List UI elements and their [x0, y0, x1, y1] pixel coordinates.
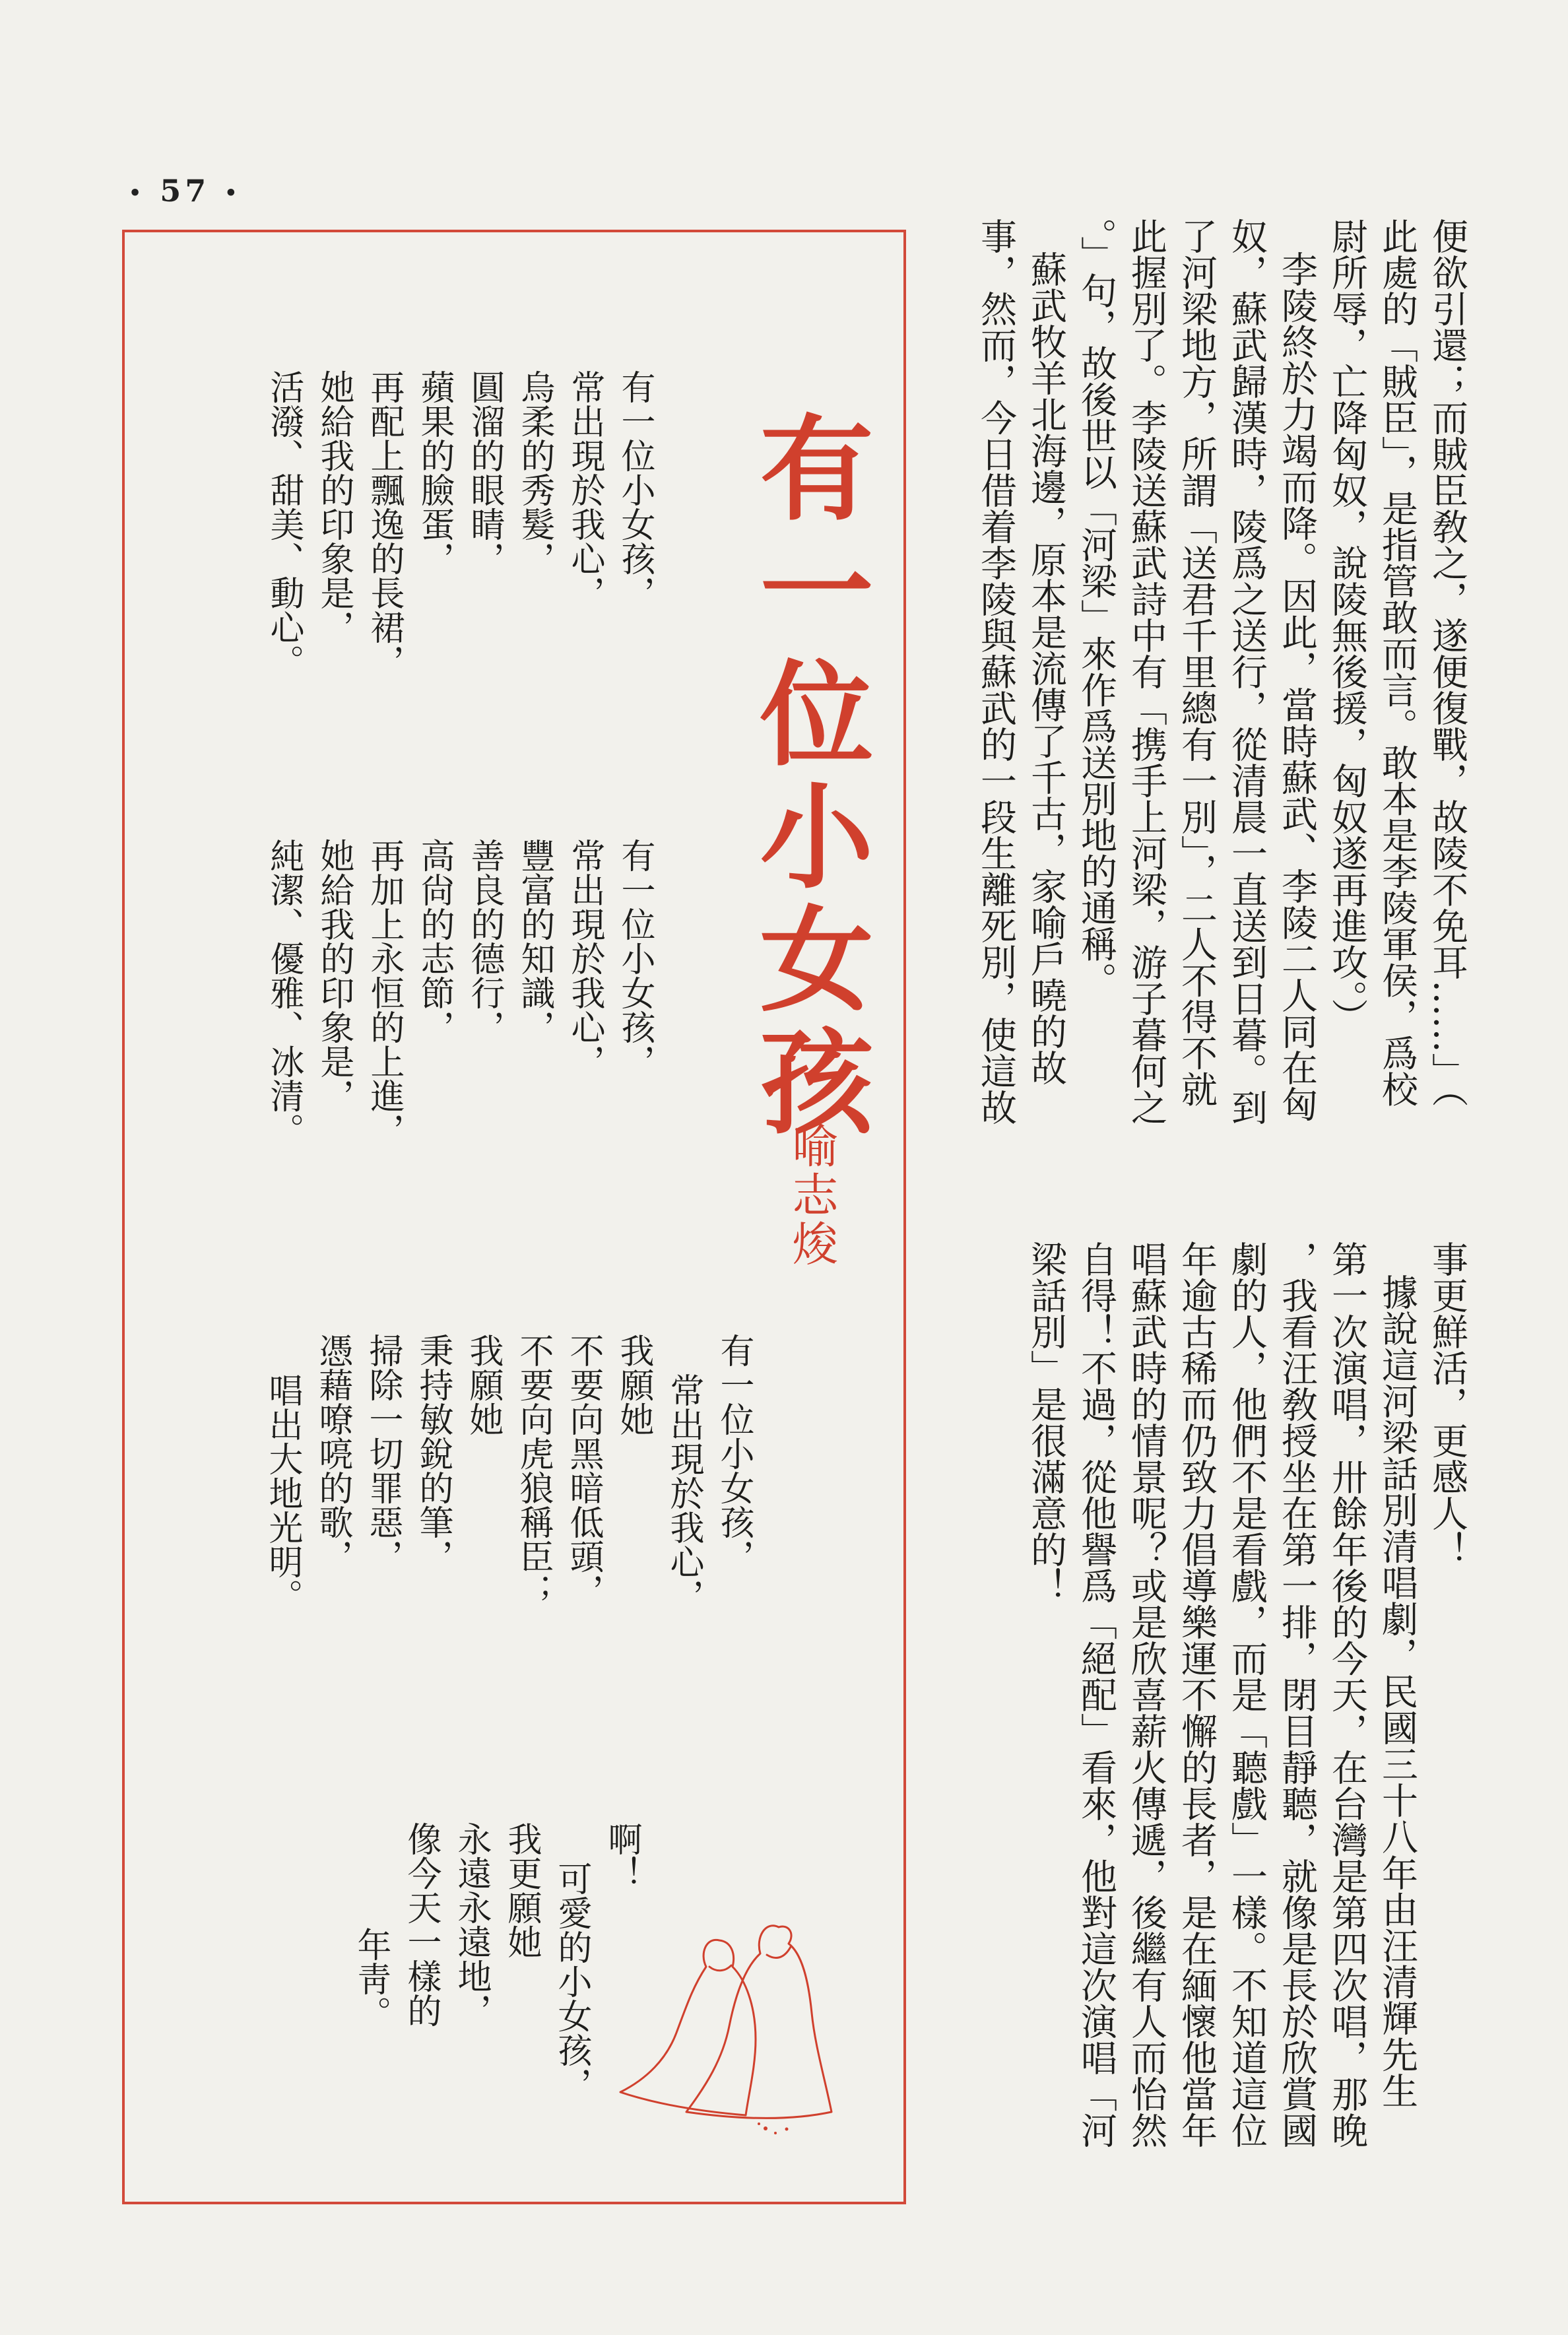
prose-upper [937, 218, 1478, 1135]
prose-line: 。」句，故後世以「河梁」來作爲送別地的通稱。 [1075, 218, 1117, 999]
poem-line: 秉持敏銳的筆， [413, 1333, 453, 1573]
poem-line: 年靑。 [351, 1927, 391, 2030]
prose-line: 唱蘇武時的情景呢？或是欣喜薪火傳遞，後繼有人而怡然 [1125, 1241, 1167, 2148]
poem-line: 有一位小女孩， [615, 370, 655, 610]
poem-line: 高尙的志節， [414, 838, 454, 1044]
poem-title: 有一位小女孩 [741, 409, 875, 1146]
poem-line: 可愛的小女孩， [552, 1861, 591, 2101]
poem-line: 永遠永遠地， [451, 1822, 491, 2027]
poem-line: 純潔、優雅、冰清。 [264, 838, 304, 1147]
poem-line: 活潑、甜美、動心。 [264, 370, 304, 678]
poem-author: 喻志焌 [785, 1122, 839, 1268]
prose-line: 年逾古稀而仍致力倡導樂運不懈的長者，是在緬懷他當年 [1175, 1241, 1218, 2148]
poem-line: 有一位小女孩， [714, 1333, 754, 1573]
poem-line: 我更願她 [502, 1822, 541, 1959]
poem-line: 常出現於我心， [565, 370, 604, 610]
poem-line: 不要向黑暗低頭， [564, 1333, 603, 1608]
poem-line: 再加上永恒的上進， [364, 838, 404, 1147]
prose-line: 第一次演唱，卅餘年後的今天，在台灣是第四次唱，那晚 [1326, 1241, 1368, 2148]
poem-stanza-2 [238, 838, 653, 1300]
poem-line: 她給我的印象是， [314, 838, 354, 1113]
prose-line: 李陵終於力竭而降。因此，當時蘇武、李陵二人同在匈 [1276, 251, 1318, 1122]
poem-line: 她給我的印象是， [314, 370, 354, 644]
poem-line: 我願她 [614, 1333, 653, 1436]
poem-line: 再配上飄逸的長裙， [364, 370, 404, 678]
poem-stanza-4 [310, 1822, 640, 2152]
prose-line: 梁話別」是很滿意的！ [1025, 1241, 1067, 1604]
prose-line: 此握別了。李陵送蘇武詩中有「携手上河梁，游子暮何之 [1125, 218, 1167, 1125]
poem-line: 烏柔的秀髮， [515, 370, 554, 576]
poem-line: 唱出大地光明。 [263, 1373, 302, 1613]
poem-line: 圓溜的眼睛， [465, 370, 504, 576]
prose-line: 尉所辱，亡降匈奴，說陵無後援，匈奴遂再進攻。） [1326, 218, 1368, 1035]
poem-line: 像今天一樣的 [401, 1822, 441, 2027]
prose-line: 了河梁地方，所謂「送君千里總有一別」，二人不得不就 [1175, 218, 1218, 1107]
poem-line: 蘋果的臉蛋， [414, 370, 454, 576]
prose-line: ，我看汪敎授坐在第一排，閉目靜聽，就像是長於欣賞國 [1276, 1241, 1318, 2148]
prose-lower [987, 1241, 1478, 2158]
poem-line: 不要向虎狼稱臣； [513, 1333, 553, 1608]
poem-line: 豐富的知識， [515, 838, 554, 1044]
poem-line: 憑藉嘹喨的歌， [313, 1333, 352, 1573]
prose-line: 此處的「賊臣」，是指管敢而言。敢本是李陵軍侯，爲校 [1376, 218, 1418, 1107]
prose-line: 事更鮮活，更感人！ [1426, 1241, 1468, 1567]
prose-line: 自得！不過，從他譽爲「絕配」看來，他對這次演唱「河 [1075, 1241, 1117, 2148]
prose-line: 便欲引還；而賊臣敎之，遂便復戰，故陵不免耳……」（ [1426, 218, 1468, 1107]
poem-line: 掃除一切罪惡， [363, 1333, 403, 1573]
girl-figures-illustration [614, 1901, 871, 2141]
poem-line: 善良的德行， [465, 838, 504, 1044]
poem-line: 我願她 [463, 1333, 503, 1436]
prose-line: 據說這河梁話別清唱劇，民國三十八年由汪清輝先生 [1376, 1274, 1418, 2109]
page-number: • 57 • [129, 173, 242, 209]
prose-line: 事，然而，今日借着李陵與蘇武的一段生離死別，使這故 [975, 218, 1017, 1125]
poem-line: 常出現於我心， [664, 1373, 703, 1613]
poem-line: 有一位小女孩， [615, 838, 655, 1078]
poem-line: 常出現於我心， [565, 838, 604, 1078]
prose-line: 蘇武牧羊北海邊，原本是流傳了千古，家喻戶曉的故 [1025, 251, 1067, 1086]
prose-line: 劇的人，他們不是看戲，而是「聽戲」一樣。不知道這位 [1225, 1241, 1268, 2148]
prose-line: 奴，蘇武歸漢時，陵爲之送行，從清晨一直送到日暮。到 [1225, 218, 1268, 1125]
poem-line: 啊！ [602, 1822, 641, 1890]
